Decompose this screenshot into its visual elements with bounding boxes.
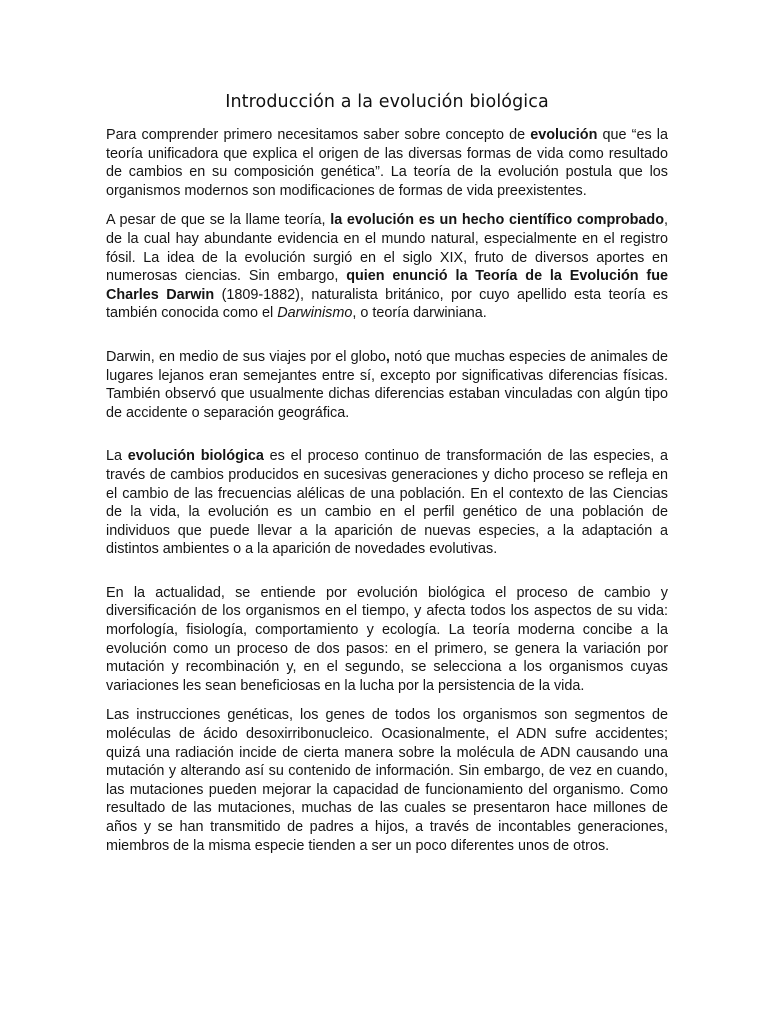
text-run: A pesar de que se la llame teoría,: [106, 212, 331, 229]
text-run: que “es la teoría unificadora que explica el origen de las diversas formas de vida como resultado de cambios en su composición genética”. La teoría de la evolución postula que los organismos modernos son modificaciones de formas de vida preexistentes.: [106, 127, 668, 199]
text-run: , o teoría darwiniana.: [352, 305, 487, 322]
text-run: Las instrucciones genéticas, los genes de todos los organismos son segmentos de moléculas de ácido desoxirribonucleico. Ocasionalmente, el ADN sufre accidentes; quizá una radiación incide de cierta manera sobre la molécula de ADN causando una mutación y alterando así su contenido de información. Sin embargo, de vez en cuando, las mutaciones pueden mejorar la capacidad de funcionamiento del organismo. Como resultado de las mutaciones, muchas de las cuales se presentaron hace millones de años y se han transmitido de padres a hijos, a través de incontables generaciones, miembros de la misma especie tienden a ser un poco diferentes unos de otros.: [106, 707, 668, 854]
text-run: La: [106, 448, 128, 465]
bold-term-evolucion: evolución: [530, 127, 598, 143]
text-run: (1809-1882), naturalista británico, por cuyo apellido esta teoría es también conocida como el: [106, 286, 668, 322]
text-run: Darwin, en medio de sus viajes por el globo: [106, 348, 386, 365]
text-run: En la actualidad, se entiende por evolución biológica el proceso de cambio y diversificación de los organismos en el tiempo, y afecta todos los aspectos de su vida: morfología, fisiología, comportamiento y ecología. La teoría moderna concibe a la evolución como un proceso de dos pasos: en el primero, se genera la variación por mutación y recombinación y, en el segundo, se selecciona a los organismos cuyas variaciones les sean beneficiosas en la lucha por la persistencia de la vida.: [106, 584, 668, 694]
bold-term-evolucion-biologica: evolución biológica: [127, 448, 264, 465]
text-run: Para comprender primero necesitamos saber sobre concepto de: [106, 127, 531, 143]
text-run: , de la cual hay abundante evidencia en el mundo natural, especialmente en el registro fósil. La idea de la evolución surgió en el siglo XIX, fruto de diversos aportes en numerosas ciencias. Sin embargo,: [106, 212, 668, 285]
italic-darwinismo: Darwinismo: [277, 305, 353, 322]
bold-comma: ,: [385, 348, 390, 365]
text-run: notó que muchas especies de animales de lugares lejanos eran semejantes entre sí, excepto por significativas diferencias físicas. También observó que usualmente dichas diferencias estaban vinculadas con algún tipo de accidente o separación geográfica.: [106, 348, 669, 421]
paragraph-modern-theory: [106, 584, 668, 696]
paragraph-biological-evolution: [106, 447, 668, 559]
paragraph-darwin-theory: [106, 211, 668, 323]
document-title: Introducción a la evolución biológica: [225, 92, 549, 112]
bold-darwin-statement: quien enunció la Teoría de la Evolución fue Charles Darwin: [106, 268, 668, 303]
paragraph-darwin-travels: [106, 348, 668, 422]
text-run: es el proceso continuo de transformación de las especies, a través de cambios producidos en sucesivas generaciones y dicho proceso se refleja en el cambio de las frecuencias alélicas de una población. En el contexto de las Ciencias de la vida, la evolución es un cambio en el perfil genético de una población de individuos que puede llevar a la aparición de nuevas especies, a la adaptación a distintos ambientes o a la aparición de novedades evolutivas.: [106, 448, 668, 558]
bold-fact-statement: la evolución es un hecho científico comprobado: [330, 212, 664, 229]
paragraph-genetic-instructions: [106, 706, 668, 855]
paragraph-definition: [106, 126, 668, 200]
